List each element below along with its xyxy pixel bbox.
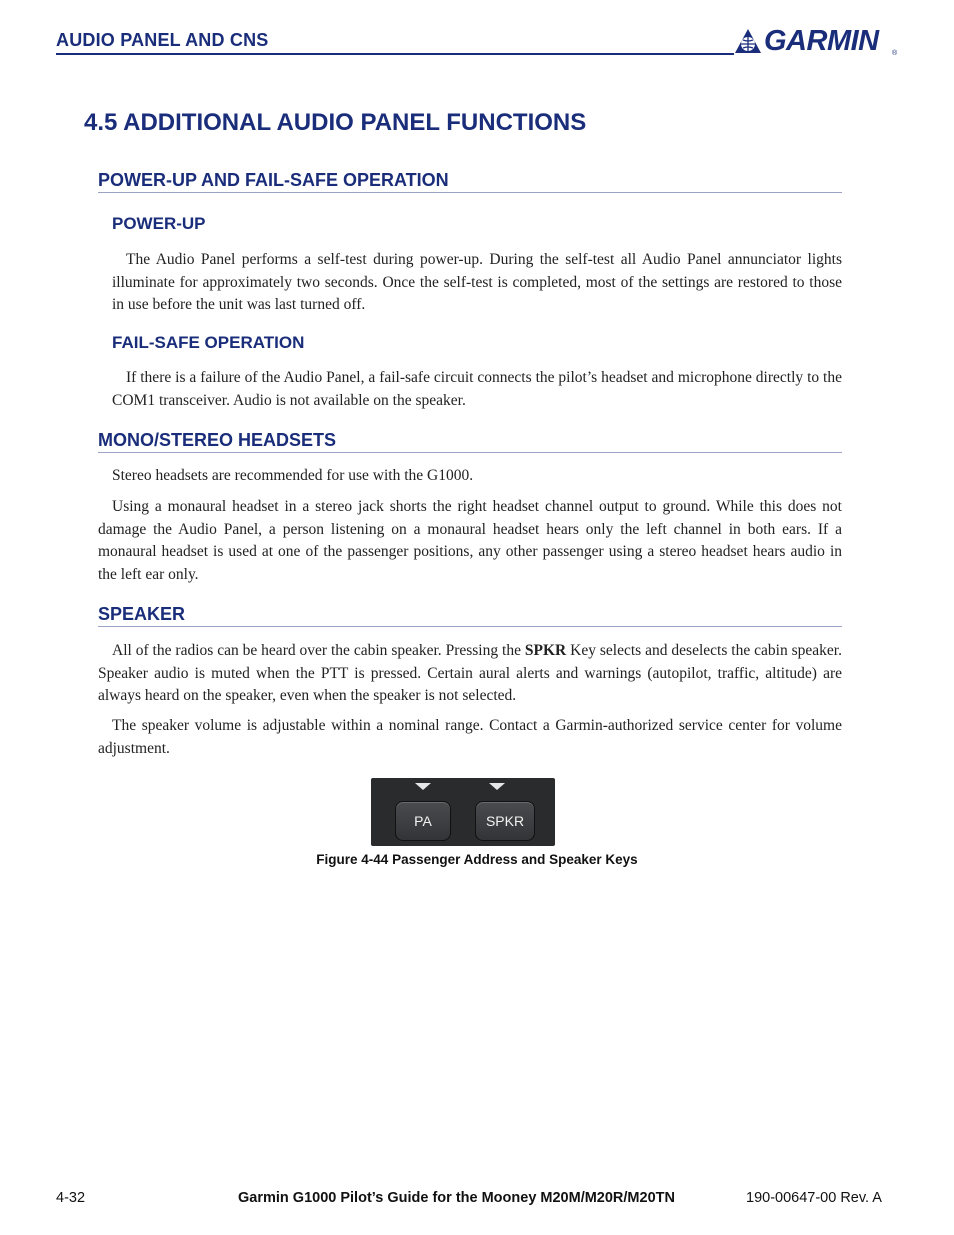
pa-key: PA [395, 801, 451, 841]
speaker-text-part: All of the radios can be heard over the cabin speaker. Pressing the [112, 642, 525, 659]
spkr-key-reference: SPKR [524, 642, 567, 659]
speaker-text-part: Key selects and deselects the cabin speaker. Speaker audio is muted when the PTT is pressed. Certain aural alerts and warnings (autopilot, traffic, altitude) are always heard on the speaker, even when the speaker is not selected. [98, 642, 842, 704]
heading-rule [98, 192, 842, 193]
figure-audio-keys [371, 778, 555, 846]
annunciator-triangle-icon [489, 783, 505, 790]
header-rule [56, 53, 734, 55]
document-number: 190-00647-00 Rev. A [746, 1190, 882, 1206]
heading-rule [98, 626, 842, 627]
subheading-powerup: POWER-UP [112, 214, 206, 233]
garmin-triangle-globe-icon [734, 28, 762, 56]
paragraph-mono-stereo-1: Stereo headsets are recommended for use with the G1000. [112, 467, 474, 484]
paragraph-speaker-2: The speaker volume is adjustable within a nominal range. Contact a Garmin-authorized service center for volume adjustment. [98, 717, 842, 757]
annunciator-triangle-icon [415, 783, 431, 790]
heading-mono-stereo: MONO/STEREO HEADSETS [98, 430, 337, 450]
figure-caption: Figure 4-44 Passenger Address and Speaker Keys [316, 852, 638, 867]
page-title: 4.5 ADDITIONAL AUDIO PANEL FUNCTIONS [84, 109, 587, 136]
logo-wordmark: GARMIN [764, 25, 879, 57]
page-number: 4-32 [56, 1190, 86, 1206]
spkr-key: SPKR [475, 801, 535, 841]
paragraph-speaker-1 [98, 640, 842, 708]
subheading-failsafe: FAIL-SAFE OPERATION [112, 333, 305, 352]
registered-mark: ® [892, 50, 898, 57]
heading-powerup-failsafe: POWER-UP AND FAIL-SAFE OPERATION [98, 170, 449, 190]
paragraph-powerup: The Audio Panel performs a self-test during power-up. During the self-test all Audio Panel annunciator lights illuminate for approximately two seconds. Once the self-test is completed, most of the settings are restored to those in use before the unit was last turned off. [112, 251, 842, 313]
running-header-section: AUDIO PANEL AND CNS [56, 30, 269, 50]
paragraph-failsafe: If there is a failure of the Audio Panel, a fail-safe circuit connects the pilot’s headset and microphone directly to the COM1 transceiver. Audio is not available on the speaker. [112, 369, 842, 409]
heading-speaker: SPEAKER [98, 604, 186, 624]
paragraph-mono-stereo-2: Using a monaural headset in a stereo jack shorts the right headset channel output to ground. While this does not damage the Audio Panel, a person listening on a monaural headset hears only the left channel in both ears. If a monaural headset is used at one of the passenger positions, any other passenger using a stereo headset hears audio in the left ear only. [98, 498, 842, 583]
footer-title: Garmin G1000 Pilot’s Guide for the Mooney M20M/M20R/M20TN [238, 1190, 675, 1206]
heading-rule [98, 452, 842, 453]
garmin-logo [734, 26, 900, 58]
